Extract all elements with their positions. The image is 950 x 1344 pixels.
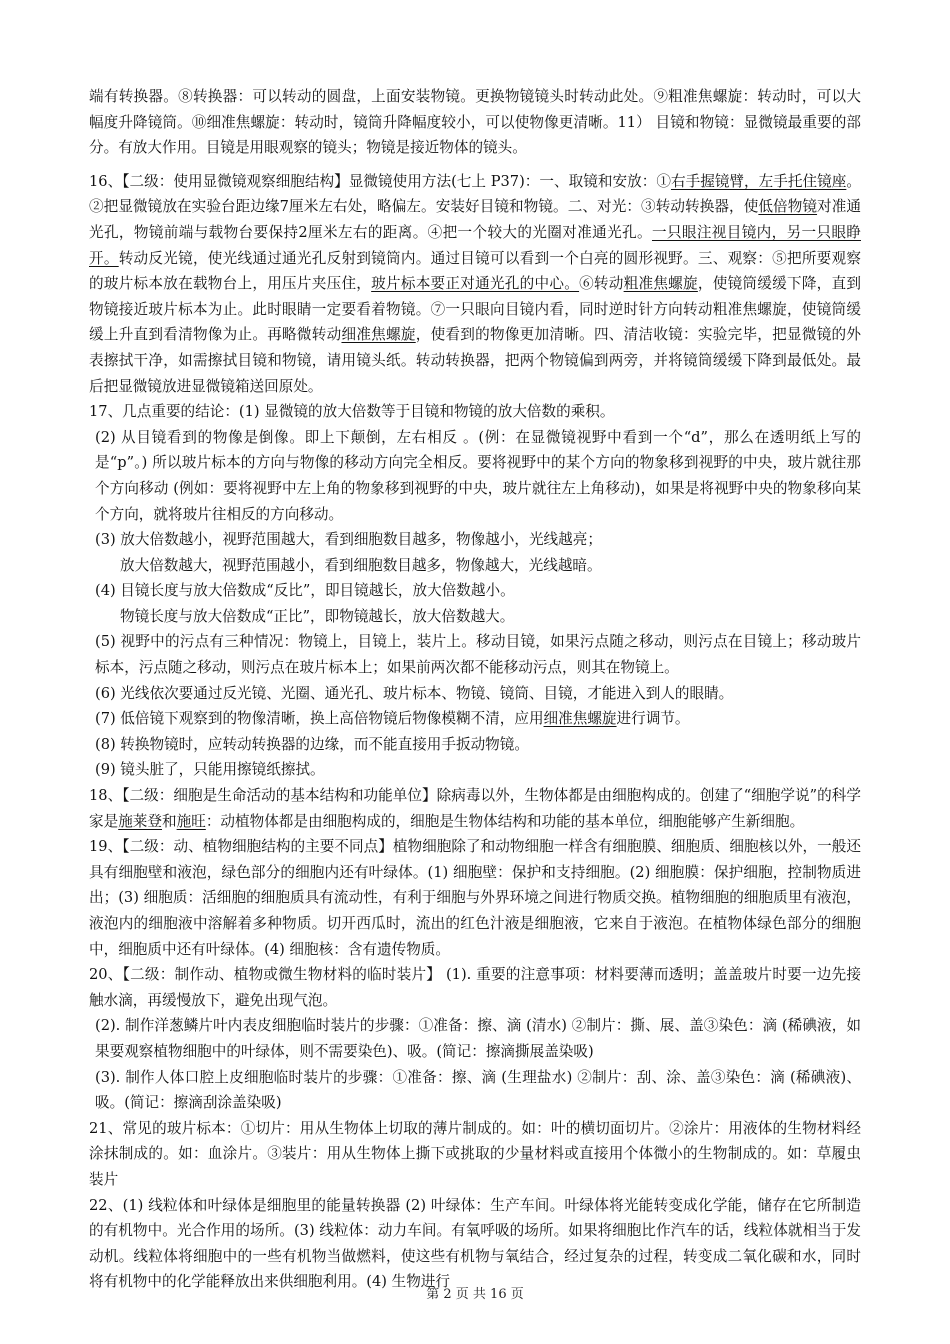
paragraph-17-5: (5) 视野中的污点有三种情况：物镜上，目镜上，装片上。移动目镜，如果污点随之移动，则污点在目镜上；移动玻片标本，污点随之移动，则污点在玻片标本上；如果前两次都不能移动污点，则其在物镜上。: [95, 633, 861, 677]
paragraph-17-3b: 放大倍数越大，视野范围越小，看到细胞数目越多，物像越大，光线越暗。: [120, 556, 602, 574]
paragraph-16: 16、【二级：使用显微镜观察细胞结构】显微镜使用方法(七上 P37)：一、取镜和安放：①右手握镜臂，左手托住镜座。②把显微镜放在实验台距边缘7厘米左右处，略偏左。安装好目镜和物镜。二、对光：③转动转换器，使低倍物镜对准通光孔，物镜前端与载物台要保持2厘米左右的距离。④把一个较大的光圈对准通光孔。一只眼注视目镜内，另一只眼睁开。转动反光镜，使光线通过通光孔反射到镜筒内。通过目镜可以看到一个白亮的圆形视野。三、观察：⑤把所要观察的玻片标本放在载物台上，用压片夹压住，玻片标本要正对通光孔的中心。⑥转动粗准焦螺旋，使镜筒缓缓下降，直到物镜接近玻片标本为止。此时眼睛一定要看着物镜。⑦一只眼向目镜内看，同时逆时针方向转动粗准焦螺旋，使镜筒缓缓上升直到看清物像为止。再略微转动细准焦螺旋，使看到的物像更加清晰。四、清洁收镜：实验完毕，把显微镜的外表擦拭干净，如需擦拭目镜和物镜，请用镜头纸。转动转换器，把两个物镜偏到两旁，并将镜筒缓缓下降到最低处。最后把显微镜放进显微镜箱送回原处。: [89, 172, 861, 395]
paragraph-17-4b: 物镜长度与放大倍数成“正比”，即物镜越长，放大倍数越大。: [120, 607, 515, 625]
paragraph-20-3: (3). 制作人体口腔上皮细胞临时装片的步骤：①准备：擦、滴 (生理盐水) ②制片：刮、涂、盖③染色：滴 (稀碘液)、吸。(简记：擦滴刮涂盖染吸): [95, 1068, 861, 1112]
underlined-text: 粗准焦螺旋: [623, 275, 698, 293]
paragraph-17-9: (9) 镜头脏了，只能用擦镜纸擦拭。: [95, 761, 325, 779]
paragraph-20: 20、【二级：制作动、植物或微生物材料的临时装片】 (1). 重要的注意事项：材料要薄而透明；盖盖玻片时要一边先接触水滴，再缓慢放下，避免出现气泡。: [89, 966, 861, 1009]
paragraph-22: 22、(1) 线粒体和叶绿体是细胞里的能量转换器 (2) 叶绿体：生产车间。叶绿体将光能转变成化学能，储存在它所制造的有机物中。光合作用的场所。(3) 线粒体：动力车间。有氧呼吸的场所。如果将细胞比作汽车的话，线粒体就相当于发动机。线粒体将细胞中的一些有机物当做燃料，使这些有机物与氧结合，经过复杂的过程，转变成二氧化碳和水，同时将有机物中的化学能释放出来供细胞利用。(4) 生物进行: [89, 1196, 861, 1291]
paragraph-intro: 端有转换器。⑧转换器：可以转动的圆盘，上面安装物镜。更换物镜镜头时转动此处。⑨粗准焦螺旋：转动时，可以大幅度升降镜筒。⑩细准焦螺旋：转动时，镜筒升降幅度较小，可以使物像更清晰。11） 目镜和物镜：显微镜最重要的部分。有放大作用。目镜是用眼观察的镜头；物镜是接近物体的镜头。: [89, 88, 861, 157]
underlined-text: 右手握镜臂，左手托住镜座: [670, 172, 847, 190]
underlined-text: 细准焦螺旋: [543, 710, 617, 728]
paragraph-17-4a: (4) 目镜长度与放大倍数成“反比”，即目镜越长，放大倍数越小。: [95, 582, 515, 600]
paragraph-17-6: (6) 光线依次要通过反光镜、光圈、通光孔、玻片标本、物镜、镜筒、目镜，才能进入到人的眼睛。: [95, 684, 734, 702]
paragraph-17-2: (2) 从目镜看到的物像是倒像。即上下颠倒，左右相反 。(例：在显微镜视野中看到一个“d”，那么在透明纸上写的是“p”。) 所以玻片标本的方向与物像的移动方向完全相反。要将视野中的某个方向的物象移到视野的中央，玻片就往那个方向移动 (例如：要将视野中左上角的物象移到视野的中央，玻片就往左上角移动)，如果是将视野中央的物象移向某个方向，就将玻片往相反的方向移动。: [95, 428, 861, 523]
paragraph-17: 17、几点重要的结论：(1) 显微镜的放大倍数等于目镜和物镜的放大倍数的乘积。: [89, 403, 615, 421]
paragraph-17-8: (8) 转换物镜时，应转动转换器的边缘，而不能直接用手扳动物镜。: [95, 735, 529, 753]
paragraph-21: 21、常见的玻片标本：①切片：用从生物体上切取的薄片制成的。如：叶的横切面切片。②涂片：用液体的生物材料经涂抹制成的。如：血涂片。③装片：用从生物体上撕下或挑取的少量材料或直接用个体微小的生物制成的。如：草履虫装片: [89, 1119, 861, 1188]
document-body: [89, 84, 861, 1295]
underlined-text: 施莱登: [118, 812, 162, 830]
underlined-text: 细准焦螺旋: [341, 326, 416, 344]
underlined-text: 一只眼注视目镜内，另一只眼睁开。: [89, 223, 861, 267]
underlined-text: 低倍物镜: [758, 198, 818, 216]
paragraph-20-2: (2). 制作洋葱鳞片叶内表皮细胞临时装片的步骤：①准备：擦、滴 (清水) ②制片：撕、展、盖③染色：滴 (稀碘液，如果要观察植物细胞中的叶绿体，则不需要染色)、吸。(简记：擦滴撕展盖染吸): [95, 1017, 861, 1060]
underlined-text: 施旺: [176, 812, 206, 830]
underlined-text: 玻片标本要正对通光孔的中心。: [371, 275, 580, 293]
paragraph-17-7: (7) 低倍镜下观察到的物像清晰，换上高倍物镜后物像模糊不清，应用细准焦螺旋进行调节。: [95, 710, 690, 728]
paragraph-18: 18、【二级：细胞是生命活动的基本结构和功能单位】除病毒以外，生物体都是由细胞构成的。创建了“细胞学说”的科学家是施莱登和施旺：动植物体都是由细胞构成的，细胞是生物体结构和功能的基本单位，细胞能够产生新细胞。: [89, 787, 861, 830]
page-number-footer: 第 2 页 共 16 页: [426, 1287, 524, 1302]
paragraph-19: 19、【二级：动、植物细胞结构的主要不同点】植物细胞除了和动物细胞一样含有细胞膜、细胞质、细胞核以外，一般还具有细胞壁和液泡，绿色部分的细胞内还有叶绿体。(1) 细胞壁：保护和支持细胞。(2) 细胞膜：保护细胞，控制物质进出；(3) 细胞质：活细胞的细胞质具有流动性，有利于细胞与外界环境之间进行物质交换。植物细胞的细胞质里有液泡，液泡内的细胞液中溶解着多种物质。切开西瓜时，流出的红色汁液是细胞液，它来自于液泡。在植物体绿色部分的细胞中，细胞质中还有叶绿体。(4) 细胞核：含有遗传物质。: [89, 838, 861, 958]
paragraph-17-3a: (3) 放大倍数越小，视野范围越大，看到细胞数目越多，物像越小，光线越亮；: [95, 531, 602, 549]
